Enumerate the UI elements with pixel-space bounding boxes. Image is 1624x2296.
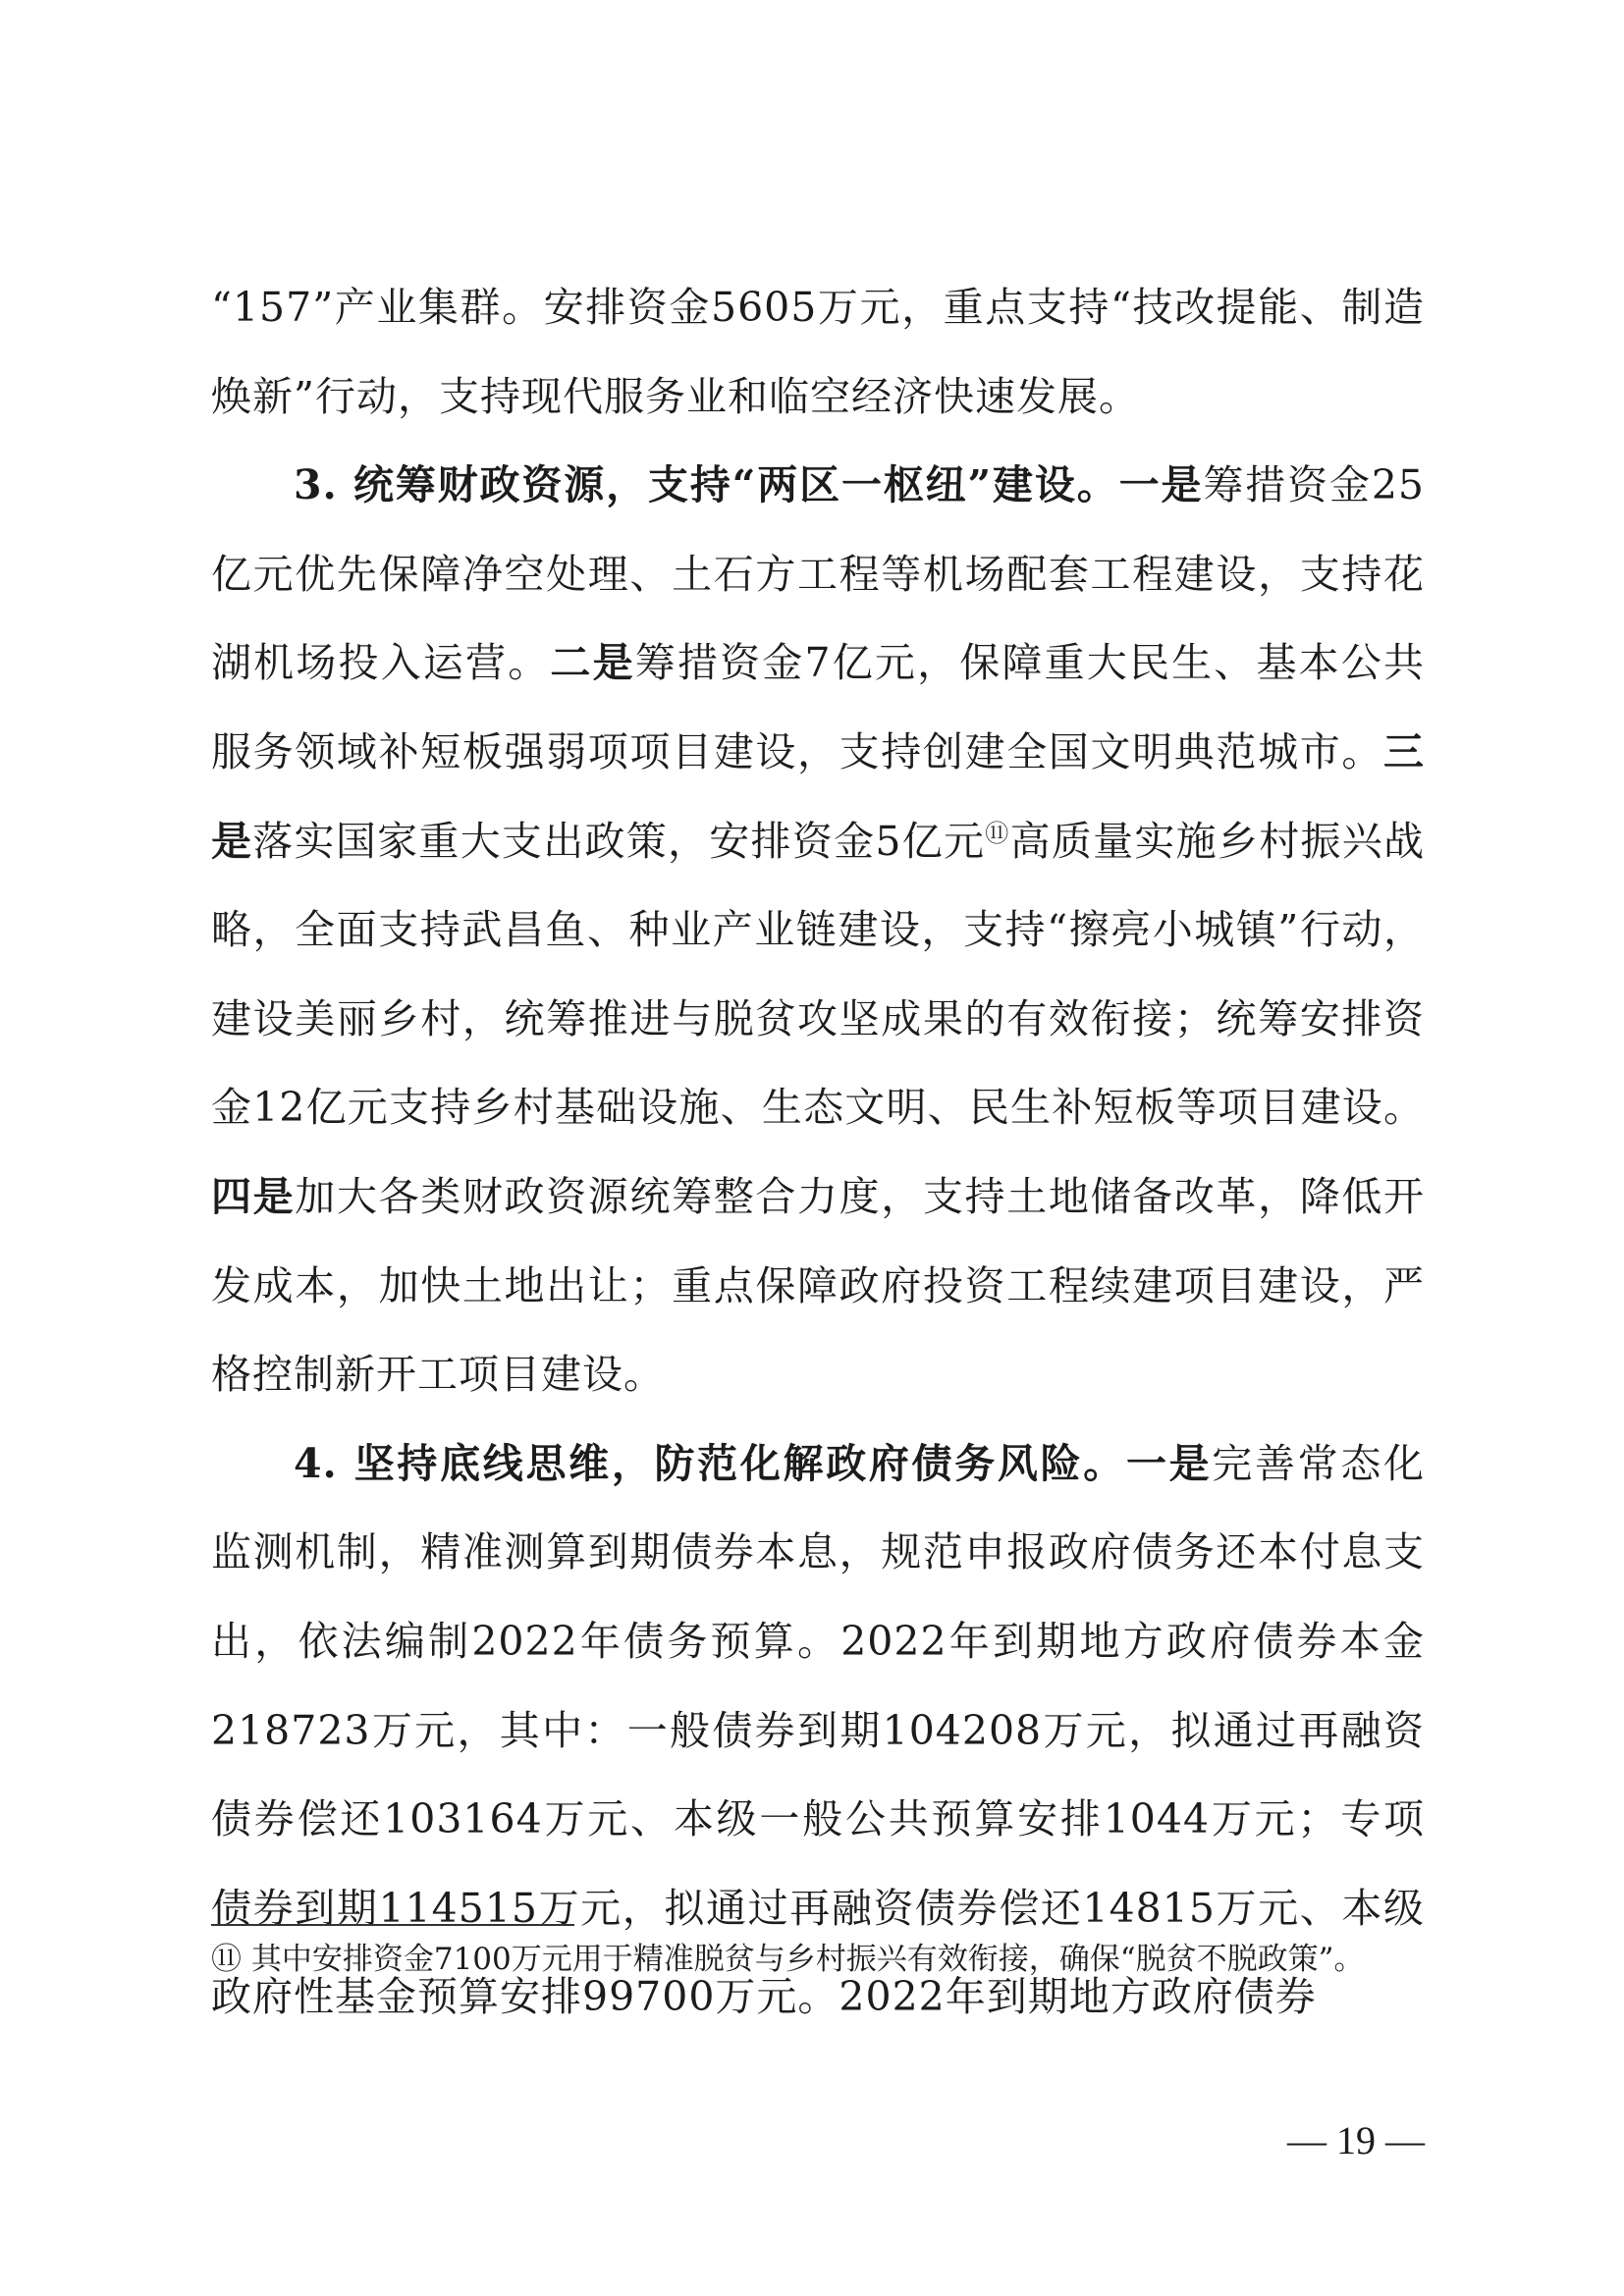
paragraph-p2: [211, 441, 1425, 1419]
text-run: 筹措资金7亿元，保障重大民生、基本公共服务领域补短板强弱项项目建设，支持创建全国文明典范城市。: [211, 639, 1426, 775]
text-run: 加大各类财政资源统筹整合力度，支持土地储备改革，降低开发成本，加快土地出让；重点保障政府投资工程续建项目建设，严格控制新开工项目建设。: [211, 1172, 1426, 1399]
body-text: [211, 263, 1425, 2042]
text-run: 落实国家重大支出政策，安排资金5亿元: [252, 817, 986, 865]
bold-run: 二是: [550, 639, 635, 687]
bold-run: 一是: [1125, 1439, 1213, 1487]
text-run: 高质量实施乡村振兴战略，全面支持武昌鱼、种业产业链建设，支持“擦亮小城镇”行动，建设美丽乡村，统筹推进与脱贫攻坚成果的有效衔接；统筹安排资金12亿元支持乡村基础设施、生态文明、民生补短板等项目建设。: [211, 817, 1426, 1132]
text-run: 完善常态化监测机制，精准测算到期债券本息，规范申报政府债务还本付息支出，依法编制2022年债务预算。2022年到期地方政府债券本金218723万元，其中：一般债券到期104208万元，拟通过再融资债券偿还103164万元、本级一般公共预算安排1044万元；专项债券到期114515万元，拟通过再融资债券偿还14815万元、本级政府性基金预算安排99700万元。2022年到期地方政府债券: [211, 1439, 1426, 2021]
footnote-divider: [211, 1924, 574, 1926]
footnote-marker: ⑪: [985, 819, 1010, 847]
page-number: — 19 —: [1287, 2118, 1425, 2163]
text-run: “157”产业集群。安排资金5605万元，重点支持“技改提能、制造焕新”行动，支持现代服务业和临空经济快速发展。: [211, 284, 1425, 420]
bold-run: 3. 统筹财政资源，支持“两区一枢纽”建设。: [294, 461, 1119, 509]
bold-run: 四是: [211, 1172, 296, 1220]
paragraph-p1: [211, 263, 1425, 441]
bold-run: 4. 坚持底线思维，防范化解政府债务风险。: [294, 1439, 1126, 1487]
bold-run: 三是: [211, 727, 1425, 865]
text-run: 筹措资金25亿元优先保障净空处理、土石方工程等机场配套工程建设，支持花湖机场投入运营。: [211, 461, 1426, 687]
footnote: ⑪ 其中安排资金7100万元用于精准脱贫与乡村振兴有效衔接，确保“脱贫不脱政策”。: [211, 1942, 1365, 1977]
bold-run: 一是: [1118, 461, 1204, 509]
